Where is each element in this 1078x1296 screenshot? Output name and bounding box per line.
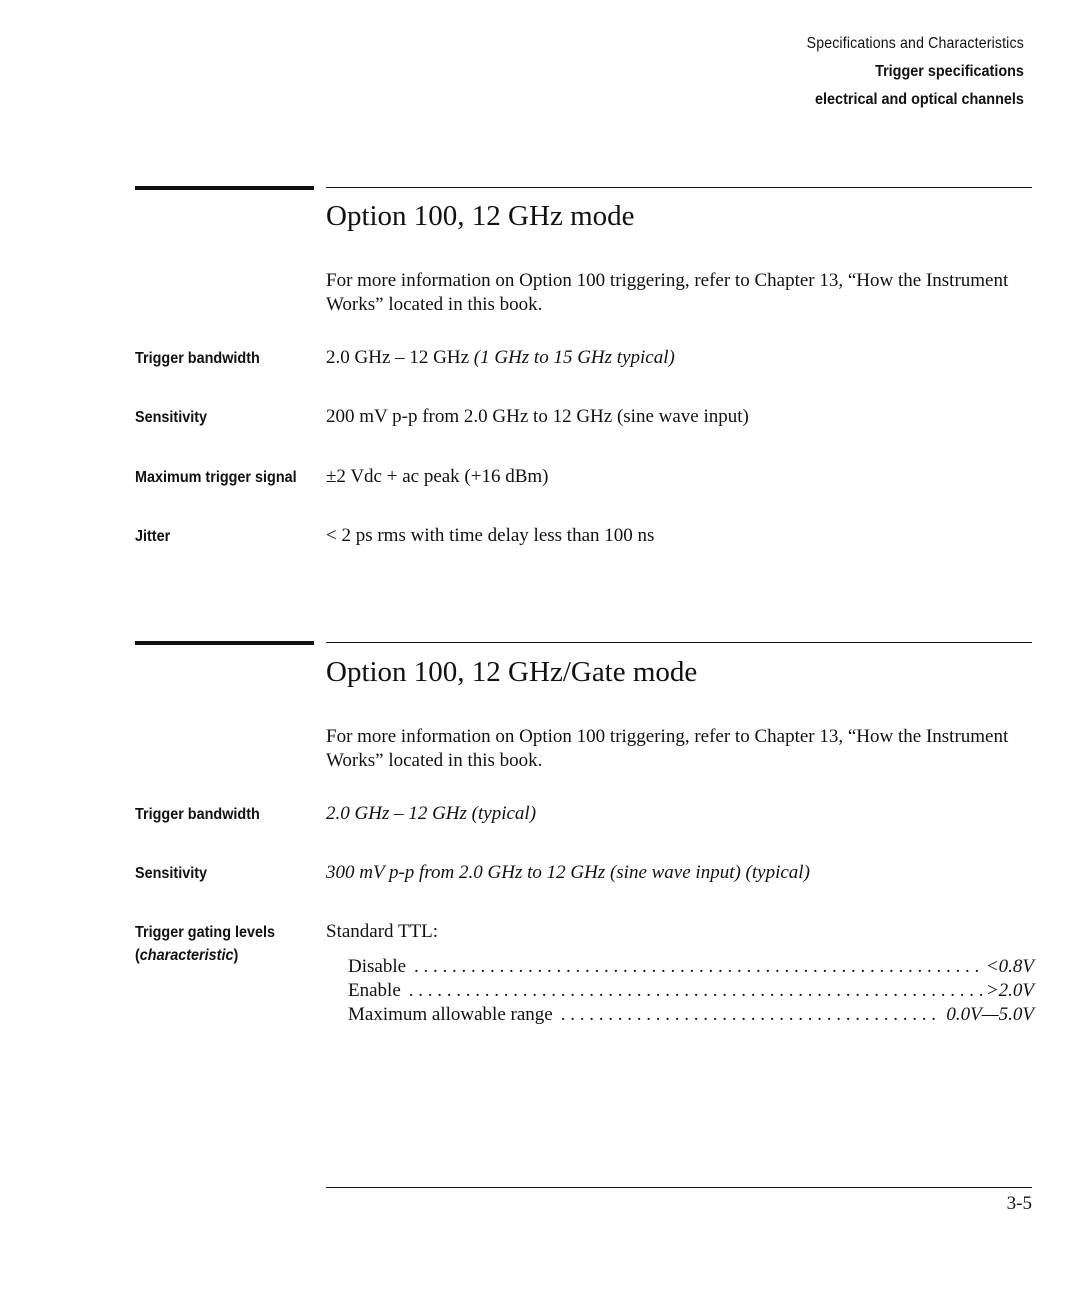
gating-level-value: <0.8V: [985, 956, 1034, 977]
section-rule-thin: [326, 187, 1032, 188]
dot-leader: [409, 979, 982, 1003]
spec-label-jitter: Jitter: [135, 528, 171, 545]
gating-level-name: Enable: [348, 980, 401, 1001]
spec-label-max-trigger-signal: Maximum trigger signal: [135, 469, 297, 486]
paren-close: ): [233, 947, 239, 964]
spec-value-sensitivity: 300 mV p-p from 2.0 GHz to 12 GHz (sine wave input) (typical): [326, 862, 810, 883]
section-rule-thick: [135, 186, 314, 190]
spec-value-trigger-bandwidth: 2.0 GHz – 12 GHz (typical): [326, 803, 537, 824]
gating-level-value: >2.0V: [985, 980, 1034, 1001]
section-title: Option 100, 12 GHz mode: [326, 200, 635, 232]
spec-value-typical: (1 GHz to 15 GHz typical): [473, 347, 675, 368]
spec-value-trigger-bandwidth: [326, 346, 675, 370]
spec-label-characteristic: [135, 944, 238, 967]
spec-value-jitter: < 2 ps rms with time delay less than 100 ns: [326, 525, 655, 546]
footer-rule: [326, 1187, 1032, 1188]
section-rule-thin: [326, 642, 1032, 643]
spec-value-text: 2.0 GHz – 12 GHz: [326, 347, 470, 368]
page-number: 3-5: [1006, 1193, 1032, 1214]
gating-level-row: [348, 979, 1034, 1003]
spec-label-trigger-bandwidth: Trigger bandwidth: [135, 806, 260, 823]
dot-leader: [414, 955, 982, 979]
spec-label-trigger-gating-levels: Trigger gating levels: [135, 924, 276, 941]
spec-value-max-trigger-signal: ±2 Vdc + ac peak (+16 dBm): [326, 466, 549, 487]
spec-label-trigger-bandwidth: Trigger bandwidth: [135, 350, 260, 367]
section-rule-thick: [135, 641, 314, 645]
dot-leader: [561, 1003, 943, 1027]
running-head: [777, 30, 1024, 114]
section-title: Option 100, 12 GHz/Gate mode: [326, 656, 698, 688]
spec-value-standard-ttl: Standard TTL:: [326, 921, 439, 942]
running-head-chapter: Specifications and Characteristics: [806, 35, 1024, 52]
section-intro: For more information on Option 100 triggering, refer to Chapter 13, “How the Instrument Works” located in this book.: [326, 726, 1009, 771]
spec-label-sensitivity: Sensitivity: [135, 409, 208, 426]
running-head-subsection: electrical and optical channels: [815, 91, 1024, 108]
gating-level-row: [348, 1003, 1034, 1027]
section-intro: For more information on Option 100 triggering, refer to Chapter 13, “How the Instrument Works” located in this book.: [326, 270, 1009, 315]
characteristic-text: characteristic: [139, 947, 234, 964]
gating-level-name: Disable: [348, 956, 407, 977]
spec-value-sensitivity: 200 mV p-p from 2.0 GHz to 12 GHz (sine wave input): [326, 406, 749, 427]
spec-label-sensitivity: Sensitivity: [135, 865, 208, 882]
gating-level-row: [348, 955, 1034, 979]
paren-open: (: [135, 947, 140, 964]
gating-level-value: 0.0V—5.0V: [946, 1004, 1034, 1025]
gating-level-name: Maximum allowable range: [348, 1004, 553, 1025]
running-head-section: Trigger specifications: [875, 63, 1024, 80]
